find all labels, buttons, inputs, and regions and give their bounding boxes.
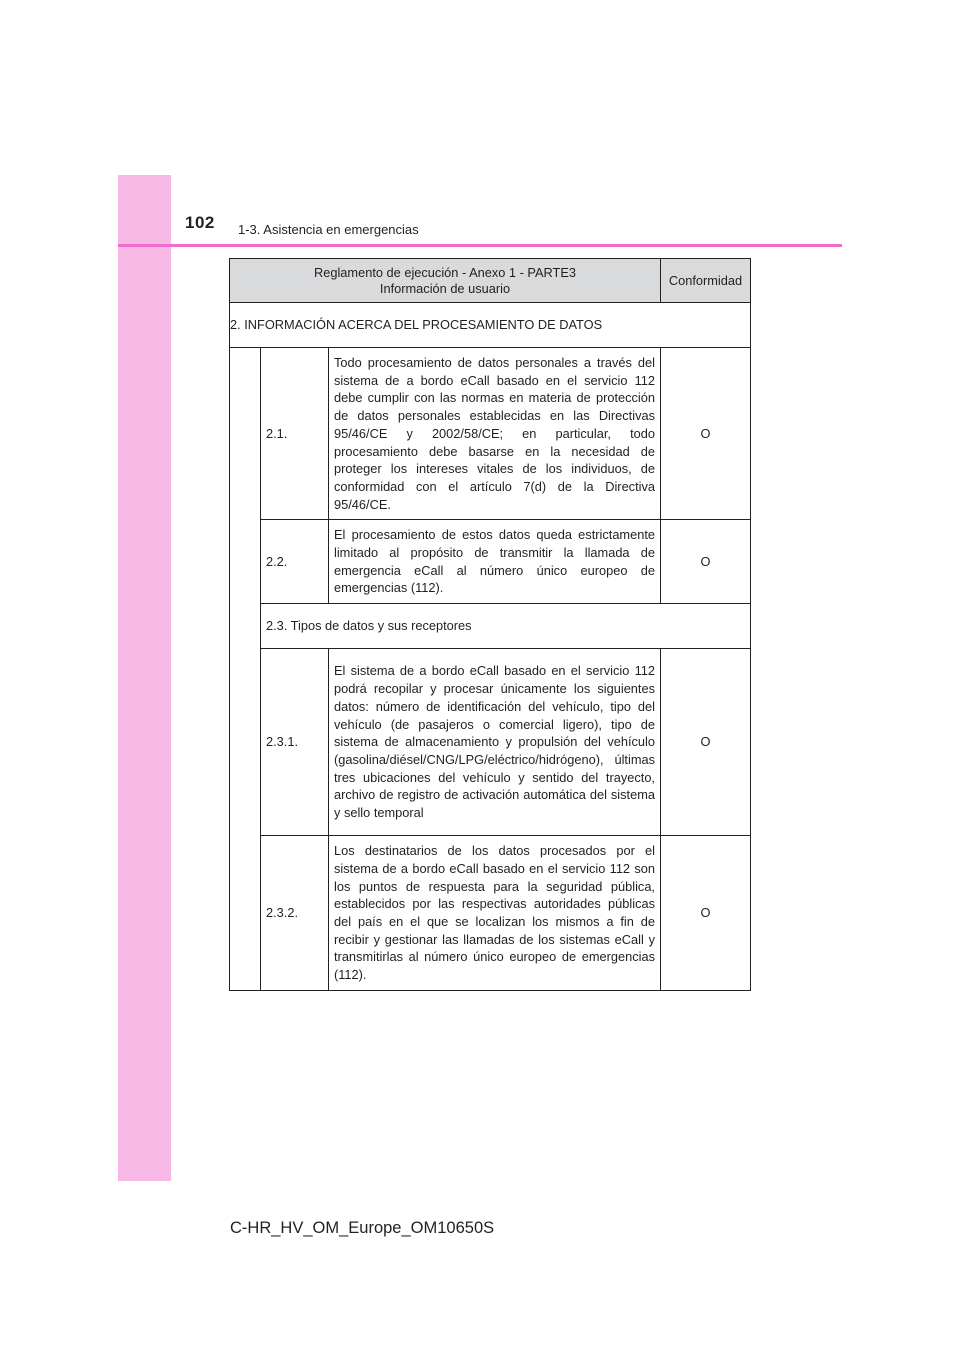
row-number: 2.3.1. [261,649,329,836]
table-row [230,520,751,604]
header-rule [118,244,842,247]
row-description: Todo procesamiento de datos personales a través del sistema de a bordo eCall basado en el servicio 112 debe cumplir con las normas en materia de protección de datos personales establecidas en las Directivas 95/46/CE y 2002/58/CE; en particular, todo procesamiento debe basarse en la necesidad de proteger los intereses vitales de los individuos, de conformidad con el artículo 7(d) de la Directiva 95/46/CE. [329,348,661,520]
page-number: 102 [185,213,215,232]
indent-cell [230,348,261,991]
section-heading: 2. INFORMACIÓN ACERCA DEL PROCESAMIENTO DE DATOS [230,303,751,348]
subsection-heading: 2.3. Tipos de datos y sus receptores [261,604,751,649]
row-conformity: O [661,520,751,604]
header-title-line2: Información de usuario [379,280,511,296]
row-conformity: O [661,836,751,991]
section-title: 1-3. Asistencia en emergencias [238,222,419,237]
table-header-row [230,259,751,303]
row-number: 2.2. [261,520,329,604]
row-description: El sistema de a bordo eCall basado en el servicio 112 podrá recopilar y procesar únicamente los siguientes datos: número de identificación del vehículo, tipo del vehículo (de pasajeros o comercial ligero), tipo de sistema de almacenamiento y propulsión del vehículo (gasolina/diésel/CNG/LPG/eléctrico/hidrógeno), últimas tres ubicaciones del vehículo y sentido del trayecto, archivo de registro de activación automática del sistema y sello temporal [329,649,661,836]
regulation-table [229,258,751,991]
section-heading-row [230,303,751,348]
document-code: C-HR_HV_OM_Europe_OM10650S [230,1219,495,1237]
row-number: 2.3.2. [261,836,329,991]
row-description: Los destinatarios de los datos procesados por el sistema de a bordo eCall basado en el servicio 112 son los puntos de respuesta para la seguridad pública, establecidos por las respectivas autoridades públicas del país en el que se localizan los mismos a fin de recibir y gestionar las llamadas de los sistemas eCall y transmitirlas al número único europeo de emergencias (112). [329,836,661,991]
table-row [230,348,751,520]
header-regulation-cell [230,259,661,303]
row-conformity: O [661,649,751,836]
table-row [230,649,751,836]
section-tab-sidebar [118,175,171,1181]
table-row [230,836,751,991]
row-conformity: O [661,348,751,520]
header-conformity-cell: Conformidad [661,259,751,303]
header-title-line1: Reglamento de ejecución - Anexo 1 - PARTE3 [313,264,576,280]
subsection-heading-row [230,604,751,649]
row-number: 2.1. [261,348,329,520]
row-description: El procesamiento de estos datos queda estrictamente limitado al propósito de transmitir la llamada de emergencia eCall al número único europeo de emergencias (112). [329,520,661,604]
